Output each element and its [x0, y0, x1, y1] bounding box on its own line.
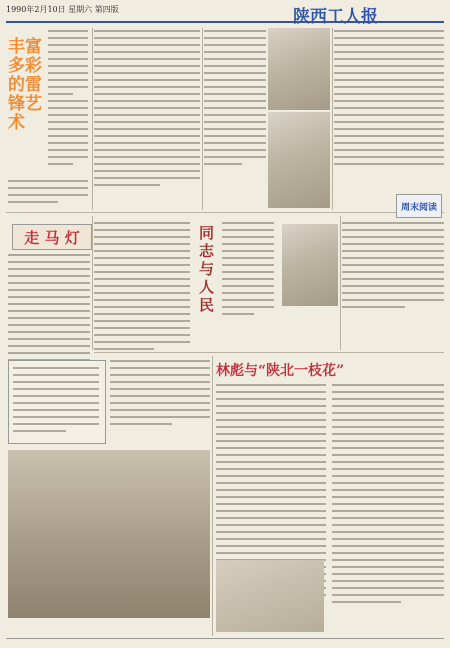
tongzhi-title: 同志与人民 — [199, 224, 215, 314]
figure-photo-2 — [268, 112, 330, 208]
lower-photo — [216, 560, 324, 632]
page-footer — [6, 638, 444, 647]
column-rule-1 — [92, 28, 93, 210]
weekend-reading-label: 周末阅读 — [400, 203, 437, 213]
column-rule-2 — [202, 28, 203, 210]
column-rule-5 — [340, 216, 341, 350]
small-box-article — [8, 360, 106, 444]
section-divider — [6, 212, 444, 213]
right-column-text — [334, 30, 444, 165]
small-box-text — [13, 367, 99, 432]
zou-ma-deng-title: 走 马 灯 — [24, 229, 80, 247]
section-divider-2 — [94, 352, 444, 353]
weekend-reading-badge — [396, 194, 442, 218]
portrait-photo — [282, 224, 338, 306]
date-line: 1990年2月10日 星期六 第四版 — [6, 5, 119, 14]
tongzhi-text — [222, 222, 274, 315]
left-column-text-bottom — [8, 180, 88, 203]
column-rule-4 — [92, 216, 93, 350]
street-photo — [8, 450, 210, 618]
masthead — [6, 2, 444, 28]
lin-biao-headline: 林彪与“陕北一枝花” — [216, 363, 345, 379]
column-rule-6 — [212, 356, 213, 636]
header-rule — [6, 21, 444, 23]
calligraphy-headline: 丰富多彩的雷锋艺术 — [8, 37, 42, 133]
column-rule-3 — [332, 28, 333, 210]
lin-biao-text-2 — [332, 384, 444, 603]
left-column-text — [48, 30, 88, 165]
mid-column-text — [94, 30, 200, 186]
newspaper-title: 陕西工人报 — [293, 7, 378, 27]
figure-photo — [268, 28, 330, 110]
mid-lower-text — [110, 360, 210, 425]
center-left-text — [94, 222, 190, 350]
column-heading-box — [12, 224, 92, 250]
center-right-text — [342, 222, 444, 308]
mid2-column-text — [204, 30, 266, 165]
